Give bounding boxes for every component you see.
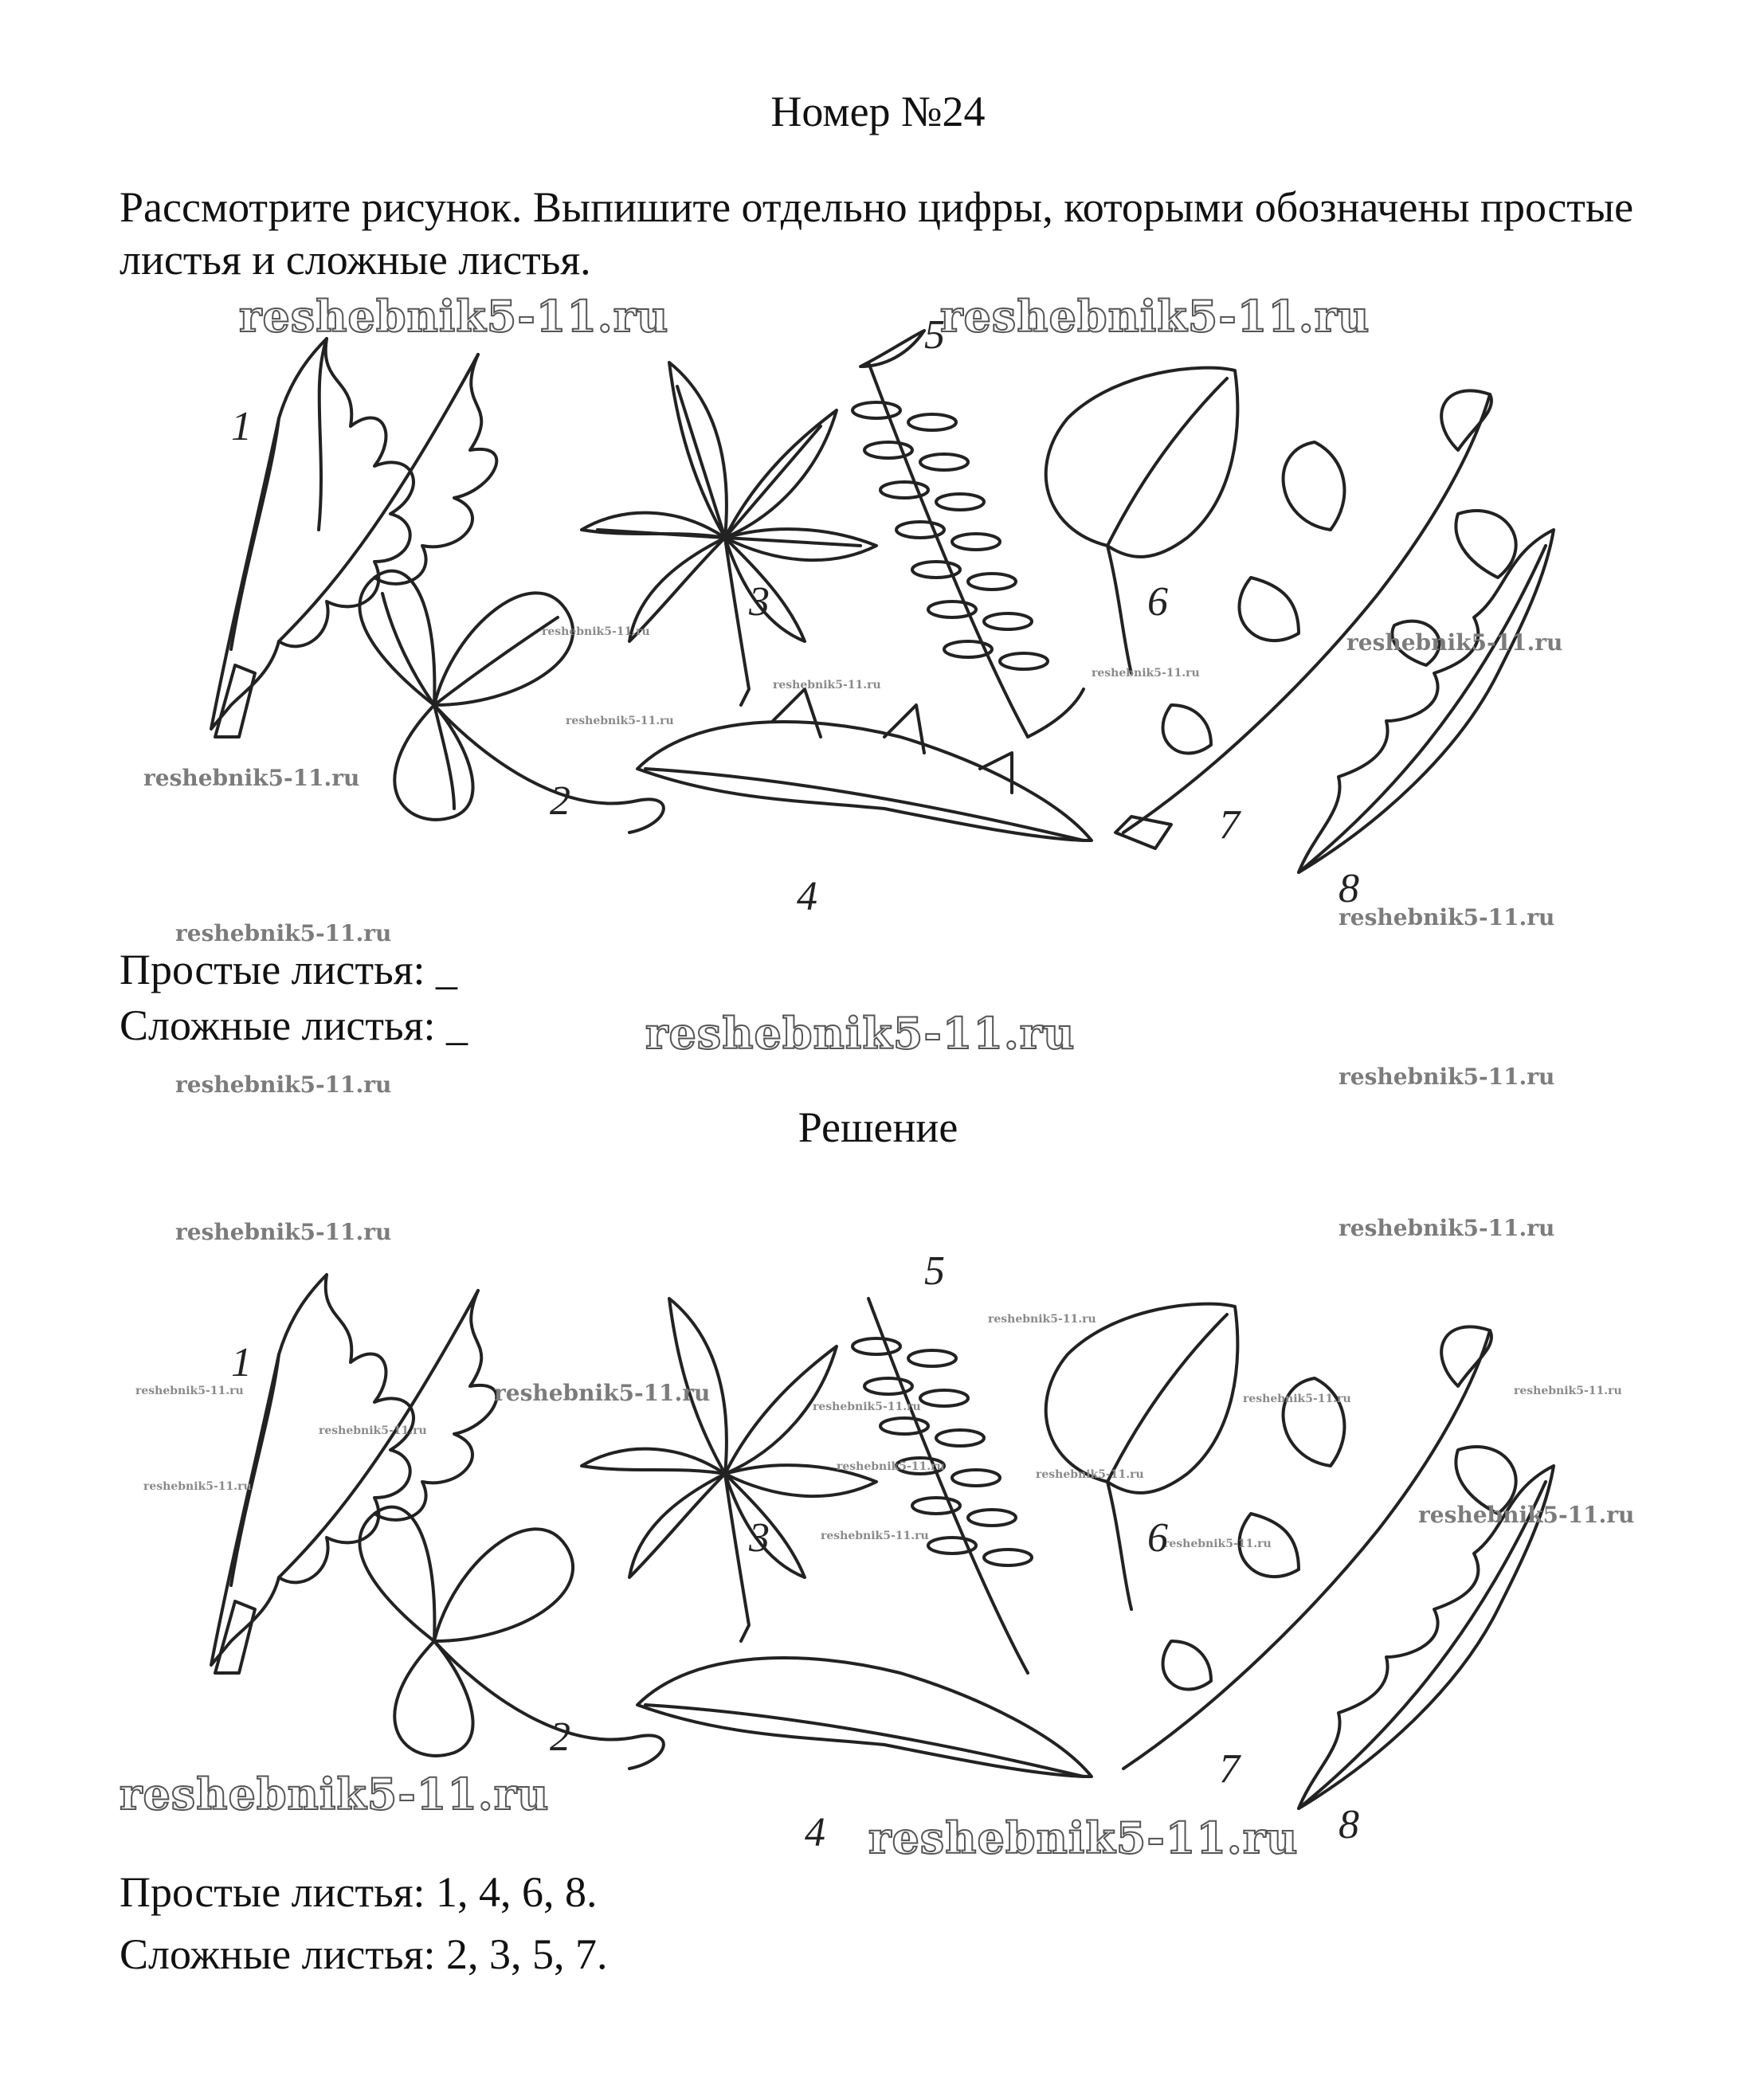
watermark: reshebnik5-11.ru — [1339, 904, 1555, 931]
watermark: reshebnik5-11.ru — [1092, 667, 1200, 680]
leaf-label-4: 4 — [797, 874, 817, 919]
watermark: reshebnik5-11.ru — [175, 1072, 392, 1098]
leaves-figure-solution — [120, 1195, 1635, 1863]
watermark: reshebnik5-11.ru — [135, 1385, 244, 1397]
leaf-label-3: 3 — [749, 579, 770, 625]
leaves-figure-task — [120, 291, 1578, 946]
leaf-label-2: 2 — [550, 1714, 570, 1760]
leaf-1-drawing — [211, 1275, 496, 1673]
watermark: reshebnik5-11.ru — [1243, 1393, 1351, 1405]
watermark: reshebnik5-11.ru — [143, 1480, 252, 1493]
leaf-label-8: 8 — [1339, 866, 1359, 911]
watermark: reshebnik5-11.ru — [566, 715, 674, 727]
leaf-5-drawing — [853, 1299, 1032, 1673]
leaf-4-drawing — [637, 689, 1092, 840]
page-title: Номер №24 — [770, 88, 986, 135]
leaf-3-drawing — [582, 1299, 876, 1641]
leaf-label-6: 6 — [1147, 1515, 1168, 1561]
leaf-7-drawing — [1115, 390, 1516, 848]
leaf-label-3: 3 — [749, 1515, 770, 1561]
watermark: reshebnik5-11.ru — [542, 625, 650, 638]
leaf-5-drawing — [853, 331, 1084, 737]
leaf-4-drawing — [637, 1658, 1092, 1777]
watermark: reshebnik5-11.ru — [120, 1769, 550, 1820]
leaf-label-6: 6 — [1147, 579, 1168, 625]
watermark: reshebnik5-11.ru — [821, 1530, 929, 1542]
leaf-label-1: 1 — [231, 1340, 252, 1385]
watermark: reshebnik5-11.ru — [1418, 1502, 1635, 1528]
watermark: reshebnik5-11.ru — [494, 1380, 711, 1406]
compound-leaves-answer: Сложные листья: 2, 3, 5, 7. — [120, 1930, 608, 1978]
leaves-drawing — [120, 1195, 1578, 1860]
compound-leaves-blank: Сложные листья: _ — [120, 1001, 468, 1049]
leaf-label-2: 2 — [550, 778, 570, 824]
leaf-3-drawing — [582, 362, 876, 705]
leaf-2-drawing — [359, 571, 663, 833]
simple-leaves-blank: Простые листья: _ — [120, 946, 458, 993]
leaf-6-drawing — [1046, 1304, 1238, 1609]
watermark: reshebnik5-11.ru — [175, 920, 392, 946]
watermark: reshebnik5-11.ru — [813, 1401, 921, 1413]
leaf-8-drawing — [1299, 530, 1554, 872]
watermark: reshebnik5-11.ru — [1339, 1064, 1555, 1090]
leaf-label-5: 5 — [924, 1248, 945, 1294]
watermark: reshebnik5-11.ru — [1514, 1385, 1622, 1397]
watermark: reshebnik5-11.ru — [1036, 1468, 1144, 1481]
watermark: reshebnik5-11.ru — [1346, 629, 1563, 656]
leaf-6-drawing — [1046, 368, 1238, 673]
watermark: reshebnik5-11.ru — [239, 291, 669, 342]
watermark: reshebnik5-11.ru — [1339, 1215, 1555, 1241]
leaf-label-7: 7 — [1219, 802, 1240, 848]
leaf-label-4: 4 — [805, 1810, 825, 1855]
watermark: reshebnik5-11.ru — [143, 765, 360, 791]
watermark: reshebnik5-11.ru — [940, 291, 1370, 342]
watermark: reshebnik5-11.ru — [1163, 1538, 1272, 1550]
leaf-label-5: 5 — [924, 312, 945, 358]
solution-heading: Решение — [798, 1103, 958, 1151]
leaf-label-8: 8 — [1339, 1802, 1359, 1847]
watermark: reshebnik5-11.ru — [837, 1460, 945, 1473]
leaf-label-1: 1 — [231, 404, 252, 449]
watermark: reshebnik5-11.ru — [773, 679, 881, 692]
watermark: reshebnik5-11.ru — [988, 1313, 1096, 1326]
watermark: reshebnik5-11.ru — [319, 1424, 427, 1437]
watermark: reshebnik5-11.ru — [175, 1219, 392, 1245]
leaves-drawing — [120, 291, 1578, 940]
watermark: reshebnik5-11.ru — [868, 1812, 1299, 1863]
simple-leaves-answer: Простые листья: 1, 4, 6, 8. — [120, 1868, 598, 1916]
leaf-2-drawing — [359, 1507, 663, 1769]
leaf-label-7: 7 — [1219, 1746, 1240, 1792]
watermark: reshebnik5-11.ru — [645, 1008, 1076, 1059]
task-text: Рассмотрите рисунок. Выпишите отдельно цифры, которыми обозначены простые листья и сложные листья. — [120, 183, 1634, 284]
leaf-1-drawing — [211, 339, 496, 737]
